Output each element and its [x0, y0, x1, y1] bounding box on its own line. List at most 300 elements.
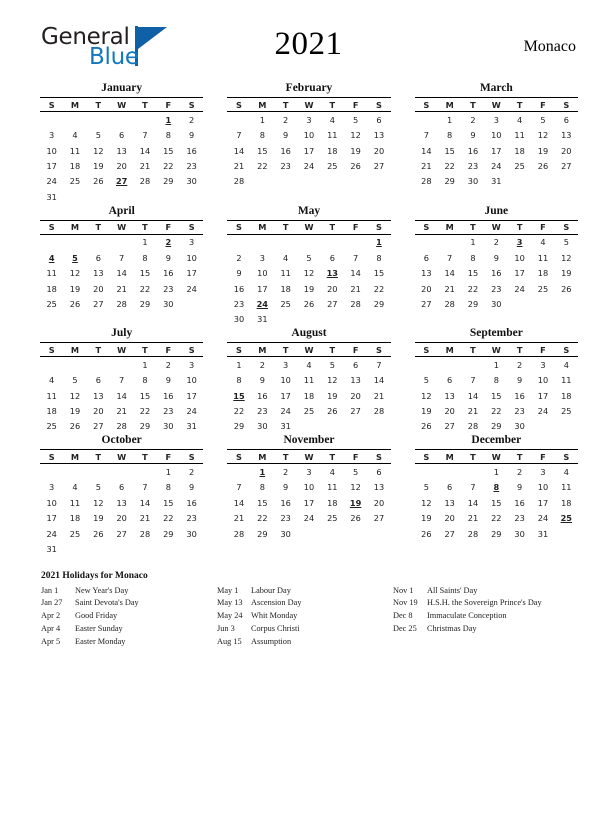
day-cell[interactable]: 12 — [561, 252, 572, 263]
day-cell[interactable]: 30 — [186, 176, 197, 187]
day-cell[interactable]: 7 — [470, 482, 476, 493]
day-cell[interactable]: 26 — [537, 160, 549, 171]
day-cell[interactable]: 5 — [329, 359, 335, 370]
day-cell[interactable]: 5 — [563, 237, 569, 248]
day-cell[interactable]: 20 — [350, 390, 361, 401]
day-cell[interactable]: 9 — [236, 268, 242, 279]
day-cell[interactable]: 17 — [280, 390, 291, 401]
day-cell[interactable]: 22 — [163, 513, 174, 524]
day-cell[interactable]: 9 — [283, 482, 289, 493]
day-cell[interactable]: 8 — [259, 482, 265, 493]
day-cell[interactable]: 25 — [327, 160, 338, 171]
day-cell[interactable]: 3 — [283, 359, 289, 370]
day-cell-holiday[interactable]: 5 — [72, 252, 78, 263]
day-cell[interactable]: 22 — [257, 513, 268, 524]
day-cell[interactable]: 26 — [350, 160, 361, 171]
day-cell[interactable]: 16 — [280, 145, 291, 156]
day-cell[interactable]: 15 — [257, 497, 268, 508]
day-cell[interactable]: 3 — [259, 252, 265, 263]
day-cell[interactable]: 14 — [233, 145, 245, 156]
day-cell-holiday[interactable]: 25 — [560, 513, 572, 524]
day-cell[interactable]: 20 — [93, 406, 104, 417]
day-cell[interactable]: 28 — [139, 176, 151, 187]
day-cell[interactable]: 16 — [163, 268, 174, 279]
day-cell[interactable]: 23 — [514, 513, 525, 524]
day-cell[interactable]: 26 — [421, 528, 432, 539]
day-cell[interactable]: 18 — [561, 497, 572, 508]
day-cell[interactable]: 19 — [561, 268, 572, 279]
day-cell[interactable]: 12 — [93, 497, 104, 508]
day-cell[interactable]: 18 — [537, 268, 549, 279]
day-cell[interactable]: 26 — [69, 421, 81, 432]
day-cell[interactable]: 9 — [165, 375, 171, 386]
day-cell[interactable]: 10 — [46, 497, 57, 508]
day-cell[interactable]: 20 — [93, 283, 104, 294]
day-cell[interactable]: 28 — [116, 298, 127, 309]
day-cell[interactable]: 28 — [139, 528, 151, 539]
day-cell[interactable]: 26 — [561, 283, 572, 294]
day-cell[interactable]: 10 — [280, 375, 291, 386]
day-cell[interactable]: 4 — [283, 252, 289, 263]
day-cell[interactable]: 5 — [353, 114, 359, 125]
day-cell-holiday[interactable]: 3 — [516, 237, 523, 248]
day-cell[interactable]: 4 — [49, 375, 55, 386]
day-cell[interactable]: 9 — [189, 482, 195, 493]
day-cell[interactable]: 5 — [423, 482, 429, 493]
day-cell[interactable]: 11 — [46, 268, 57, 279]
day-cell[interactable]: 29 — [233, 421, 245, 432]
day-cell[interactable]: 21 — [350, 283, 361, 294]
day-cell[interactable]: 4 — [72, 130, 78, 141]
day-cell[interactable]: 22 — [233, 406, 245, 417]
day-cell[interactable]: 20 — [116, 160, 127, 171]
day-cell[interactable]: 25 — [303, 406, 315, 417]
day-cell[interactable]: 3 — [189, 237, 195, 248]
day-cell[interactable]: 3 — [49, 482, 55, 493]
day-cell[interactable]: 3 — [493, 114, 499, 125]
day-cell[interactable]: 22 — [139, 406, 151, 417]
day-cell[interactable]: 21 — [421, 160, 432, 171]
day-cell[interactable]: 13 — [116, 497, 127, 508]
day-cell[interactable]: 21 — [116, 406, 127, 417]
day-cell[interactable]: 8 — [493, 375, 499, 386]
day-cell[interactable]: 6 — [329, 252, 335, 263]
day-cell[interactable]: 31 — [537, 528, 549, 539]
day-cell[interactable]: 29 — [139, 421, 151, 432]
day-cell-holiday[interactable]: 13 — [326, 268, 338, 279]
day-cell[interactable]: 28 — [444, 298, 455, 309]
day-cell[interactable]: 3 — [540, 467, 546, 478]
day-cell[interactable]: 6 — [563, 114, 569, 125]
day-cell[interactable]: 22 — [467, 283, 479, 294]
day-cell[interactable]: 6 — [447, 482, 453, 493]
day-cell[interactable]: 19 — [93, 513, 104, 524]
day-cell[interactable]: 18 — [514, 145, 525, 156]
day-cell[interactable]: 11 — [327, 130, 338, 141]
day-cell[interactable]: 8 — [165, 130, 171, 141]
day-cell[interactable]: 16 — [491, 268, 502, 279]
day-cell[interactable]: 29 — [163, 176, 174, 187]
day-cell[interactable]: 14 — [444, 268, 455, 279]
day-cell[interactable]: 18 — [46, 283, 57, 294]
day-cell[interactable]: 31 — [280, 421, 291, 432]
day-cell[interactable]: 14 — [116, 268, 127, 279]
day-cell[interactable]: 17 — [491, 145, 502, 156]
day-cell[interactable]: 16 — [467, 145, 479, 156]
day-cell[interactable]: 23 — [280, 160, 291, 171]
day-cell[interactable]: 12 — [350, 130, 361, 141]
day-cell[interactable]: 6 — [119, 130, 125, 141]
day-cell[interactable]: 16 — [280, 497, 291, 508]
day-cell[interactable]: 2 — [165, 359, 171, 370]
day-cell[interactable]: 30 — [280, 528, 291, 539]
day-cell[interactable]: 29 — [491, 528, 502, 539]
day-cell[interactable]: 29 — [491, 421, 502, 432]
day-cell[interactable]: 20 — [444, 406, 455, 417]
day-cell[interactable]: 10 — [491, 130, 502, 141]
day-cell[interactable]: 2 — [283, 467, 289, 478]
day-cell[interactable]: 8 — [142, 375, 148, 386]
day-cell[interactable]: 4 — [563, 467, 569, 478]
day-cell[interactable]: 30 — [186, 528, 197, 539]
day-cell[interactable]: 2 — [470, 114, 476, 125]
day-cell[interactable]: 7 — [236, 482, 242, 493]
day-cell-holiday[interactable]: 1 — [259, 467, 266, 478]
day-cell[interactable]: 24 — [186, 406, 197, 417]
day-cell[interactable]: 19 — [421, 406, 432, 417]
day-cell[interactable]: 19 — [421, 513, 432, 524]
day-cell[interactable]: 4 — [72, 482, 78, 493]
day-cell[interactable]: 8 — [236, 375, 242, 386]
day-cell[interactable]: 1 — [447, 114, 453, 125]
day-cell[interactable]: 24 — [491, 160, 502, 171]
day-cell[interactable]: 15 — [467, 268, 479, 279]
day-cell[interactable]: 10 — [514, 252, 525, 263]
day-cell[interactable]: 13 — [93, 390, 104, 401]
day-cell[interactable]: 6 — [353, 359, 359, 370]
day-cell[interactable]: 25 — [69, 176, 81, 187]
day-cell[interactable]: 14 — [373, 375, 385, 386]
day-cell[interactable]: 22 — [139, 283, 151, 294]
day-cell[interactable]: 20 — [421, 283, 432, 294]
day-cell[interactable]: 10 — [537, 375, 549, 386]
day-cell[interactable]: 19 — [327, 390, 338, 401]
day-cell[interactable]: 31 — [257, 314, 268, 325]
day-cell[interactable]: 12 — [69, 268, 81, 279]
day-cell[interactable]: 14 — [421, 145, 432, 156]
day-cell[interactable]: 15 — [139, 390, 151, 401]
day-cell[interactable]: 24 — [303, 160, 315, 171]
day-cell[interactable]: 16 — [514, 497, 525, 508]
day-cell[interactable]: 31 — [491, 176, 502, 187]
day-cell[interactable]: 19 — [93, 160, 104, 171]
day-cell[interactable]: 29 — [257, 528, 268, 539]
day-cell[interactable]: 25 — [46, 298, 57, 309]
day-cell[interactable]: 17 — [537, 390, 549, 401]
day-cell-holiday[interactable]: 8 — [493, 482, 500, 493]
day-cell[interactable]: 23 — [186, 160, 197, 171]
day-cell-holiday[interactable]: 1 — [165, 114, 172, 125]
day-cell[interactable]: 28 — [373, 406, 385, 417]
day-cell[interactable]: 28 — [116, 421, 127, 432]
day-cell[interactable]: 12 — [350, 482, 361, 493]
day-cell[interactable]: 16 — [514, 390, 525, 401]
day-cell[interactable]: 2 — [517, 467, 523, 478]
day-cell[interactable]: 18 — [280, 283, 291, 294]
day-cell[interactable]: 23 — [163, 283, 174, 294]
day-cell[interactable]: 3 — [306, 467, 312, 478]
day-cell[interactable]: 15 — [139, 268, 151, 279]
day-cell-holiday[interactable]: 4 — [48, 252, 55, 263]
day-cell[interactable]: 12 — [69, 390, 81, 401]
day-cell[interactable]: 25 — [327, 513, 338, 524]
day-cell[interactable]: 17 — [514, 268, 525, 279]
day-cell[interactable]: 2 — [259, 359, 265, 370]
day-cell[interactable]: 15 — [163, 145, 174, 156]
day-cell[interactable]: 28 — [467, 528, 479, 539]
day-cell[interactable]: 22 — [163, 160, 174, 171]
day-cell-holiday[interactable]: 19 — [349, 497, 362, 508]
day-cell[interactable]: 30 — [514, 528, 525, 539]
day-cell[interactable]: 4 — [306, 359, 312, 370]
day-cell[interactable]: 22 — [373, 283, 385, 294]
day-cell[interactable]: 5 — [540, 114, 546, 125]
day-cell[interactable]: 10 — [303, 482, 315, 493]
day-cell[interactable]: 7 — [142, 482, 148, 493]
day-cell[interactable]: 30 — [467, 176, 479, 187]
day-cell[interactable]: 21 — [233, 513, 245, 524]
day-cell[interactable]: 29 — [467, 298, 479, 309]
day-cell[interactable]: 1 — [142, 237, 148, 248]
day-cell[interactable]: 11 — [280, 268, 291, 279]
day-cell[interactable]: 17 — [46, 513, 57, 524]
day-cell[interactable]: 8 — [470, 252, 476, 263]
day-cell[interactable]: 18 — [303, 390, 315, 401]
day-cell[interactable]: 6 — [119, 482, 125, 493]
day-cell[interactable]: 23 — [257, 406, 268, 417]
day-cell[interactable]: 15 — [163, 497, 174, 508]
day-cell[interactable]: 15 — [257, 145, 268, 156]
day-cell[interactable]: 19 — [537, 145, 549, 156]
day-cell[interactable]: 6 — [95, 252, 101, 263]
day-cell[interactable]: 2 — [283, 114, 289, 125]
day-cell[interactable]: 17 — [303, 497, 315, 508]
day-cell[interactable]: 29 — [373, 298, 385, 309]
day-cell[interactable]: 9 — [165, 252, 171, 263]
day-cell[interactable]: 24 — [303, 513, 315, 524]
day-cell[interactable]: 7 — [119, 252, 125, 263]
day-cell-holiday[interactable]: 24 — [256, 298, 269, 309]
day-cell[interactable]: 28 — [421, 176, 432, 187]
day-cell[interactable]: 10 — [537, 482, 549, 493]
day-cell[interactable]: 18 — [69, 160, 81, 171]
day-cell[interactable]: 2 — [189, 467, 195, 478]
day-cell[interactable]: 5 — [95, 482, 101, 493]
day-cell[interactable]: 14 — [116, 390, 127, 401]
day-cell[interactable]: 12 — [421, 390, 432, 401]
day-cell[interactable]: 25 — [514, 160, 525, 171]
day-cell[interactable]: 20 — [373, 497, 385, 508]
day-cell[interactable]: 6 — [447, 375, 453, 386]
day-cell[interactable]: 11 — [46, 390, 57, 401]
day-cell[interactable]: 23 — [233, 298, 245, 309]
day-cell[interactable]: 9 — [283, 130, 289, 141]
day-cell[interactable]: 27 — [93, 421, 104, 432]
day-cell[interactable]: 21 — [467, 513, 479, 524]
day-cell[interactable]: 17 — [46, 160, 57, 171]
day-cell[interactable]: 7 — [376, 359, 382, 370]
day-cell[interactable]: 18 — [46, 406, 57, 417]
day-cell[interactable]: 1 — [236, 359, 242, 370]
day-cell[interactable]: 2 — [236, 252, 242, 263]
day-cell[interactable]: 30 — [491, 298, 502, 309]
day-cell[interactable]: 16 — [163, 390, 174, 401]
day-cell[interactable]: 1 — [142, 359, 148, 370]
day-cell[interactable]: 26 — [327, 406, 338, 417]
day-cell[interactable]: 30 — [514, 421, 525, 432]
day-cell[interactable]: 14 — [233, 497, 245, 508]
day-cell[interactable]: 14 — [139, 497, 151, 508]
day-cell[interactable]: 1 — [493, 359, 499, 370]
day-cell[interactable]: 23 — [186, 513, 197, 524]
day-cell[interactable]: 9 — [493, 252, 499, 263]
day-cell[interactable]: 3 — [189, 359, 195, 370]
day-cell[interactable]: 16 — [233, 283, 245, 294]
day-cell[interactable]: 25 — [280, 298, 291, 309]
day-cell[interactable]: 27 — [373, 160, 385, 171]
day-cell[interactable]: 27 — [116, 528, 127, 539]
day-cell[interactable]: 4 — [563, 359, 569, 370]
day-cell[interactable]: 27 — [327, 298, 338, 309]
day-cell[interactable]: 1 — [259, 114, 265, 125]
day-cell[interactable]: 31 — [46, 191, 57, 202]
day-cell[interactable]: 12 — [327, 375, 338, 386]
day-cell[interactable]: 12 — [537, 130, 549, 141]
day-cell[interactable]: 10 — [257, 268, 268, 279]
day-cell[interactable]: 29 — [163, 528, 174, 539]
day-cell[interactable]: 17 — [537, 497, 549, 508]
day-cell[interactable]: 24 — [46, 176, 57, 187]
day-cell[interactable]: 18 — [327, 145, 338, 156]
day-cell[interactable]: 10 — [46, 145, 57, 156]
day-cell[interactable]: 23 — [163, 406, 174, 417]
day-cell[interactable]: 26 — [93, 528, 104, 539]
day-cell[interactable]: 27 — [561, 160, 572, 171]
day-cell[interactable]: 21 — [444, 283, 455, 294]
day-cell[interactable]: 20 — [373, 145, 385, 156]
day-cell[interactable]: 8 — [142, 252, 148, 263]
day-cell[interactable]: 28 — [233, 176, 245, 187]
day-cell[interactable]: 5 — [423, 375, 429, 386]
day-cell[interactable]: 18 — [561, 390, 572, 401]
day-cell[interactable]: 12 — [93, 145, 104, 156]
day-cell[interactable]: 28 — [350, 298, 361, 309]
day-cell[interactable]: 19 — [69, 406, 81, 417]
day-cell[interactable]: 22 — [257, 160, 268, 171]
day-cell[interactable]: 7 — [142, 130, 148, 141]
day-cell[interactable]: 15 — [373, 268, 385, 279]
day-cell[interactable]: 23 — [491, 283, 502, 294]
day-cell[interactable]: 20 — [116, 513, 127, 524]
day-cell[interactable]: 13 — [373, 482, 385, 493]
day-cell[interactable]: 2 — [493, 237, 499, 248]
day-cell[interactable]: 7 — [119, 375, 125, 386]
day-cell[interactable]: 20 — [327, 283, 338, 294]
day-cell[interactable]: 17 — [303, 145, 315, 156]
day-cell[interactable]: 1 — [165, 467, 171, 478]
day-cell[interactable]: 13 — [116, 145, 127, 156]
day-cell[interactable]: 15 — [444, 145, 455, 156]
day-cell[interactable]: 1 — [493, 467, 499, 478]
day-cell[interactable]: 14 — [467, 390, 479, 401]
day-cell[interactable]: 7 — [353, 252, 359, 263]
day-cell[interactable]: 29 — [139, 298, 151, 309]
day-cell[interactable]: 25 — [561, 406, 572, 417]
day-cell[interactable]: 4 — [329, 467, 335, 478]
day-cell[interactable]: 11 — [537, 252, 549, 263]
day-cell[interactable]: 29 — [444, 176, 455, 187]
day-cell[interactable]: 19 — [69, 283, 81, 294]
day-cell[interactable]: 23 — [280, 513, 291, 524]
day-cell[interactable]: 10 — [186, 252, 197, 263]
day-cell[interactable]: 11 — [561, 482, 572, 493]
day-cell[interactable]: 8 — [259, 130, 265, 141]
day-cell[interactable]: 6 — [423, 252, 429, 263]
day-cell[interactable]: 17 — [186, 390, 197, 401]
day-cell[interactable]: 21 — [116, 283, 127, 294]
day-cell[interactable]: 24 — [186, 283, 197, 294]
day-cell[interactable]: 28 — [233, 528, 245, 539]
day-cell[interactable]: 5 — [95, 130, 101, 141]
day-cell[interactable]: 5 — [72, 375, 78, 386]
day-cell[interactable]: 11 — [514, 130, 525, 141]
day-cell[interactable]: 16 — [186, 145, 197, 156]
day-cell[interactable]: 21 — [139, 513, 151, 524]
day-cell[interactable]: 13 — [421, 268, 432, 279]
day-cell[interactable]: 30 — [257, 421, 268, 432]
day-cell[interactable]: 13 — [373, 130, 385, 141]
day-cell[interactable]: 7 — [470, 375, 476, 386]
day-cell[interactable]: 22 — [491, 406, 502, 417]
day-cell[interactable]: 11 — [69, 497, 81, 508]
day-cell[interactable]: 4 — [540, 237, 546, 248]
day-cell[interactable]: 15 — [491, 390, 502, 401]
day-cell[interactable]: 1 — [470, 237, 476, 248]
day-cell[interactable]: 9 — [517, 482, 523, 493]
day-cell[interactable]: 26 — [303, 298, 315, 309]
day-cell[interactable]: 25 — [537, 283, 549, 294]
day-cell[interactable]: 14 — [350, 268, 361, 279]
day-cell[interactable]: 6 — [95, 375, 101, 386]
day-cell[interactable]: 10 — [303, 130, 315, 141]
day-cell[interactable]: 2 — [189, 114, 195, 125]
day-cell[interactable]: 19 — [303, 283, 315, 294]
day-cell[interactable]: 11 — [303, 375, 315, 386]
day-cell[interactable]: 14 — [467, 497, 479, 508]
day-cell[interactable]: 17 — [257, 283, 268, 294]
day-cell[interactable]: 27 — [93, 298, 104, 309]
day-cell[interactable]: 19 — [350, 145, 361, 156]
day-cell[interactable]: 25 — [69, 528, 81, 539]
day-cell[interactable]: 4 — [517, 114, 523, 125]
day-cell[interactable]: 24 — [46, 528, 57, 539]
day-cell[interactable]: 21 — [139, 160, 151, 171]
day-cell[interactable]: 18 — [327, 497, 338, 508]
day-cell[interactable]: 10 — [186, 375, 197, 386]
day-cell[interactable]: 23 — [514, 406, 525, 417]
day-cell[interactable]: 21 — [467, 406, 479, 417]
day-cell[interactable]: 11 — [69, 145, 81, 156]
